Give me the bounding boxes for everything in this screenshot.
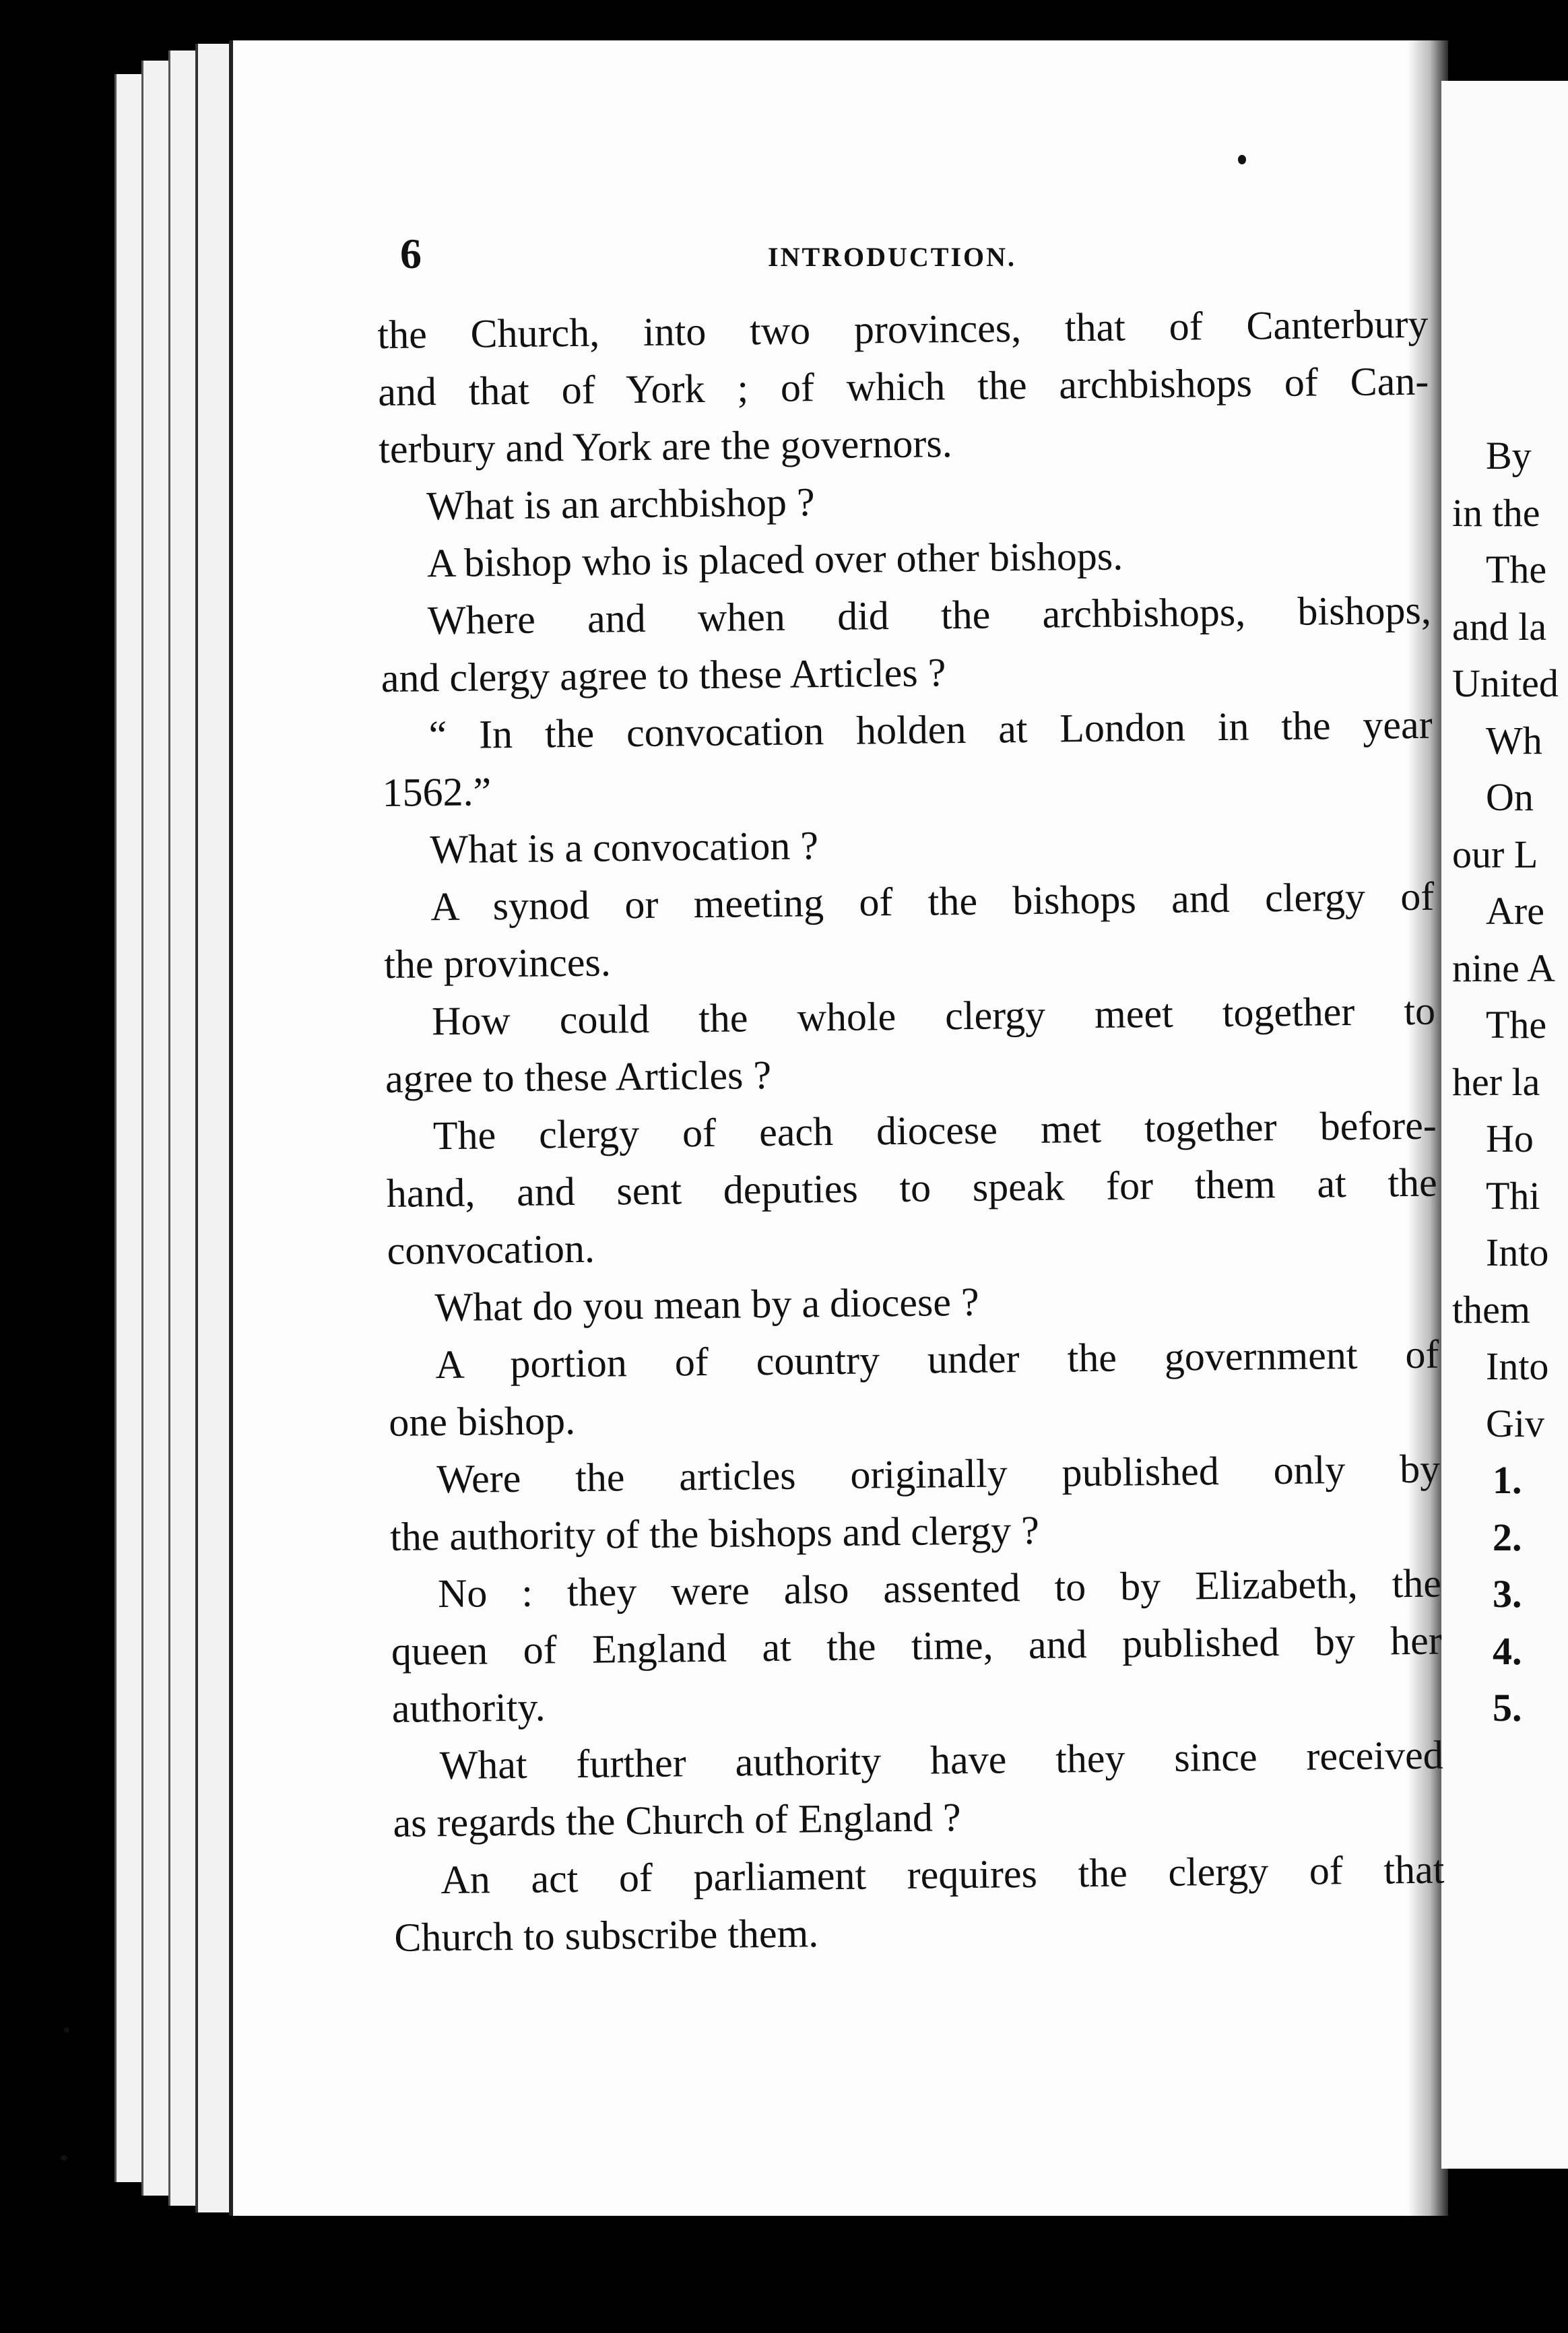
- page-edge: [195, 44, 232, 2212]
- facing-line: Into: [1486, 1230, 1549, 1274]
- facing-line: Into: [1486, 1344, 1549, 1388]
- page-edge: [168, 51, 197, 2206]
- question-line: How could the whole clergy meet together to: [431, 988, 1436, 1044]
- facing-line: Wh: [1486, 718, 1542, 762]
- text-line: the Church, into two provinces, that of Canterbury: [377, 301, 1429, 357]
- answer-line: A bishop who is placed over other bishops.: [426, 533, 1123, 586]
- ink-speck: [1238, 155, 1246, 164]
- facing-line: The: [1486, 548, 1547, 591]
- answer-line: the provinces.: [383, 940, 612, 987]
- facing-line: 3.: [1493, 1572, 1522, 1616]
- page-body: [377, 296, 1445, 1967]
- facing-line: our L: [1452, 832, 1538, 876]
- facing-page: [1441, 81, 1568, 2169]
- facing-line: 4.: [1493, 1629, 1522, 1673]
- answer-line: authority.: [391, 1684, 546, 1731]
- text-line: and that of York ; of which the archbishops of Can-: [377, 358, 1429, 414]
- answer-line: hand, and sent deputies to speak for them at the: [386, 1160, 1438, 1216]
- question-line: agree to these Articles ?: [385, 1052, 772, 1101]
- facing-line: By: [1486, 434, 1532, 478]
- page-edge: [115, 74, 143, 2182]
- answer-line: Church to subscribe them.: [394, 1911, 819, 1960]
- answer-line: “ In the convocation holden at London in the year: [428, 702, 1433, 758]
- answer-line: The clergy of each diocese met together before-: [432, 1103, 1437, 1158]
- facing-line: United: [1452, 661, 1559, 705]
- ink-speck: [64, 2027, 69, 2033]
- question-line: as regards the Church of England ?: [393, 1795, 961, 1845]
- question-line: the authority of the bishops and clergy ?: [389, 1507, 1040, 1559]
- facing-line: 1.: [1493, 1458, 1522, 1502]
- answer-line: A portion of country under the government of: [435, 1332, 1439, 1387]
- facing-line: Giv: [1486, 1401, 1544, 1445]
- answer-line: convocation.: [387, 1226, 595, 1273]
- facing-line: in the: [1452, 490, 1540, 535]
- question-line: Were the articles originally published only by: [436, 1446, 1441, 1502]
- question-line: What further authority have they since received: [439, 1732, 1443, 1788]
- running-title: INTRODUCTION.: [768, 242, 1017, 272]
- facing-line: 5.: [1493, 1686, 1522, 1730]
- facing-line: them: [1452, 1287, 1530, 1332]
- answer-line: queen of England at the time, and published by her: [391, 1618, 1443, 1674]
- answer-line: one bishop.: [389, 1398, 576, 1445]
- facing-line: Ho: [1486, 1117, 1534, 1160]
- facing-line: and la: [1452, 604, 1547, 649]
- facing-line: The: [1486, 1003, 1547, 1047]
- facing-line: nine A: [1452, 946, 1556, 990]
- page-edge: [141, 61, 170, 2196]
- page-number: 6: [400, 230, 422, 277]
- facing-line: Are: [1486, 889, 1544, 933]
- ink-speck: [61, 2155, 67, 2161]
- question-line: What do you mean by a diocese ?: [434, 1279, 979, 1330]
- question-line: What is a convocation ?: [430, 823, 819, 872]
- text-line: terbury and York are the governors.: [378, 421, 952, 471]
- answer-line: 1562.”: [382, 769, 492, 815]
- question-line: What is an archbishop ?: [426, 480, 815, 529]
- facing-line: On: [1486, 775, 1534, 819]
- question-line: Where and when did the archbishops, bishops,: [427, 587, 1432, 643]
- facing-page-text: [1452, 428, 1559, 1737]
- answer-line: No : they were also assented to by Elizabeth, the: [437, 1560, 1442, 1616]
- answer-line: A synod or meeting of the bishops and clergy of: [430, 874, 1435, 929]
- question-line: and clergy agree to these Articles ?: [381, 650, 946, 700]
- facing-line: her la: [1452, 1059, 1540, 1104]
- facing-line: 2.: [1493, 1515, 1522, 1559]
- answer-line: An act of parliament requires the clergy of that: [440, 1847, 1445, 1903]
- facing-line: Thi: [1486, 1173, 1540, 1218]
